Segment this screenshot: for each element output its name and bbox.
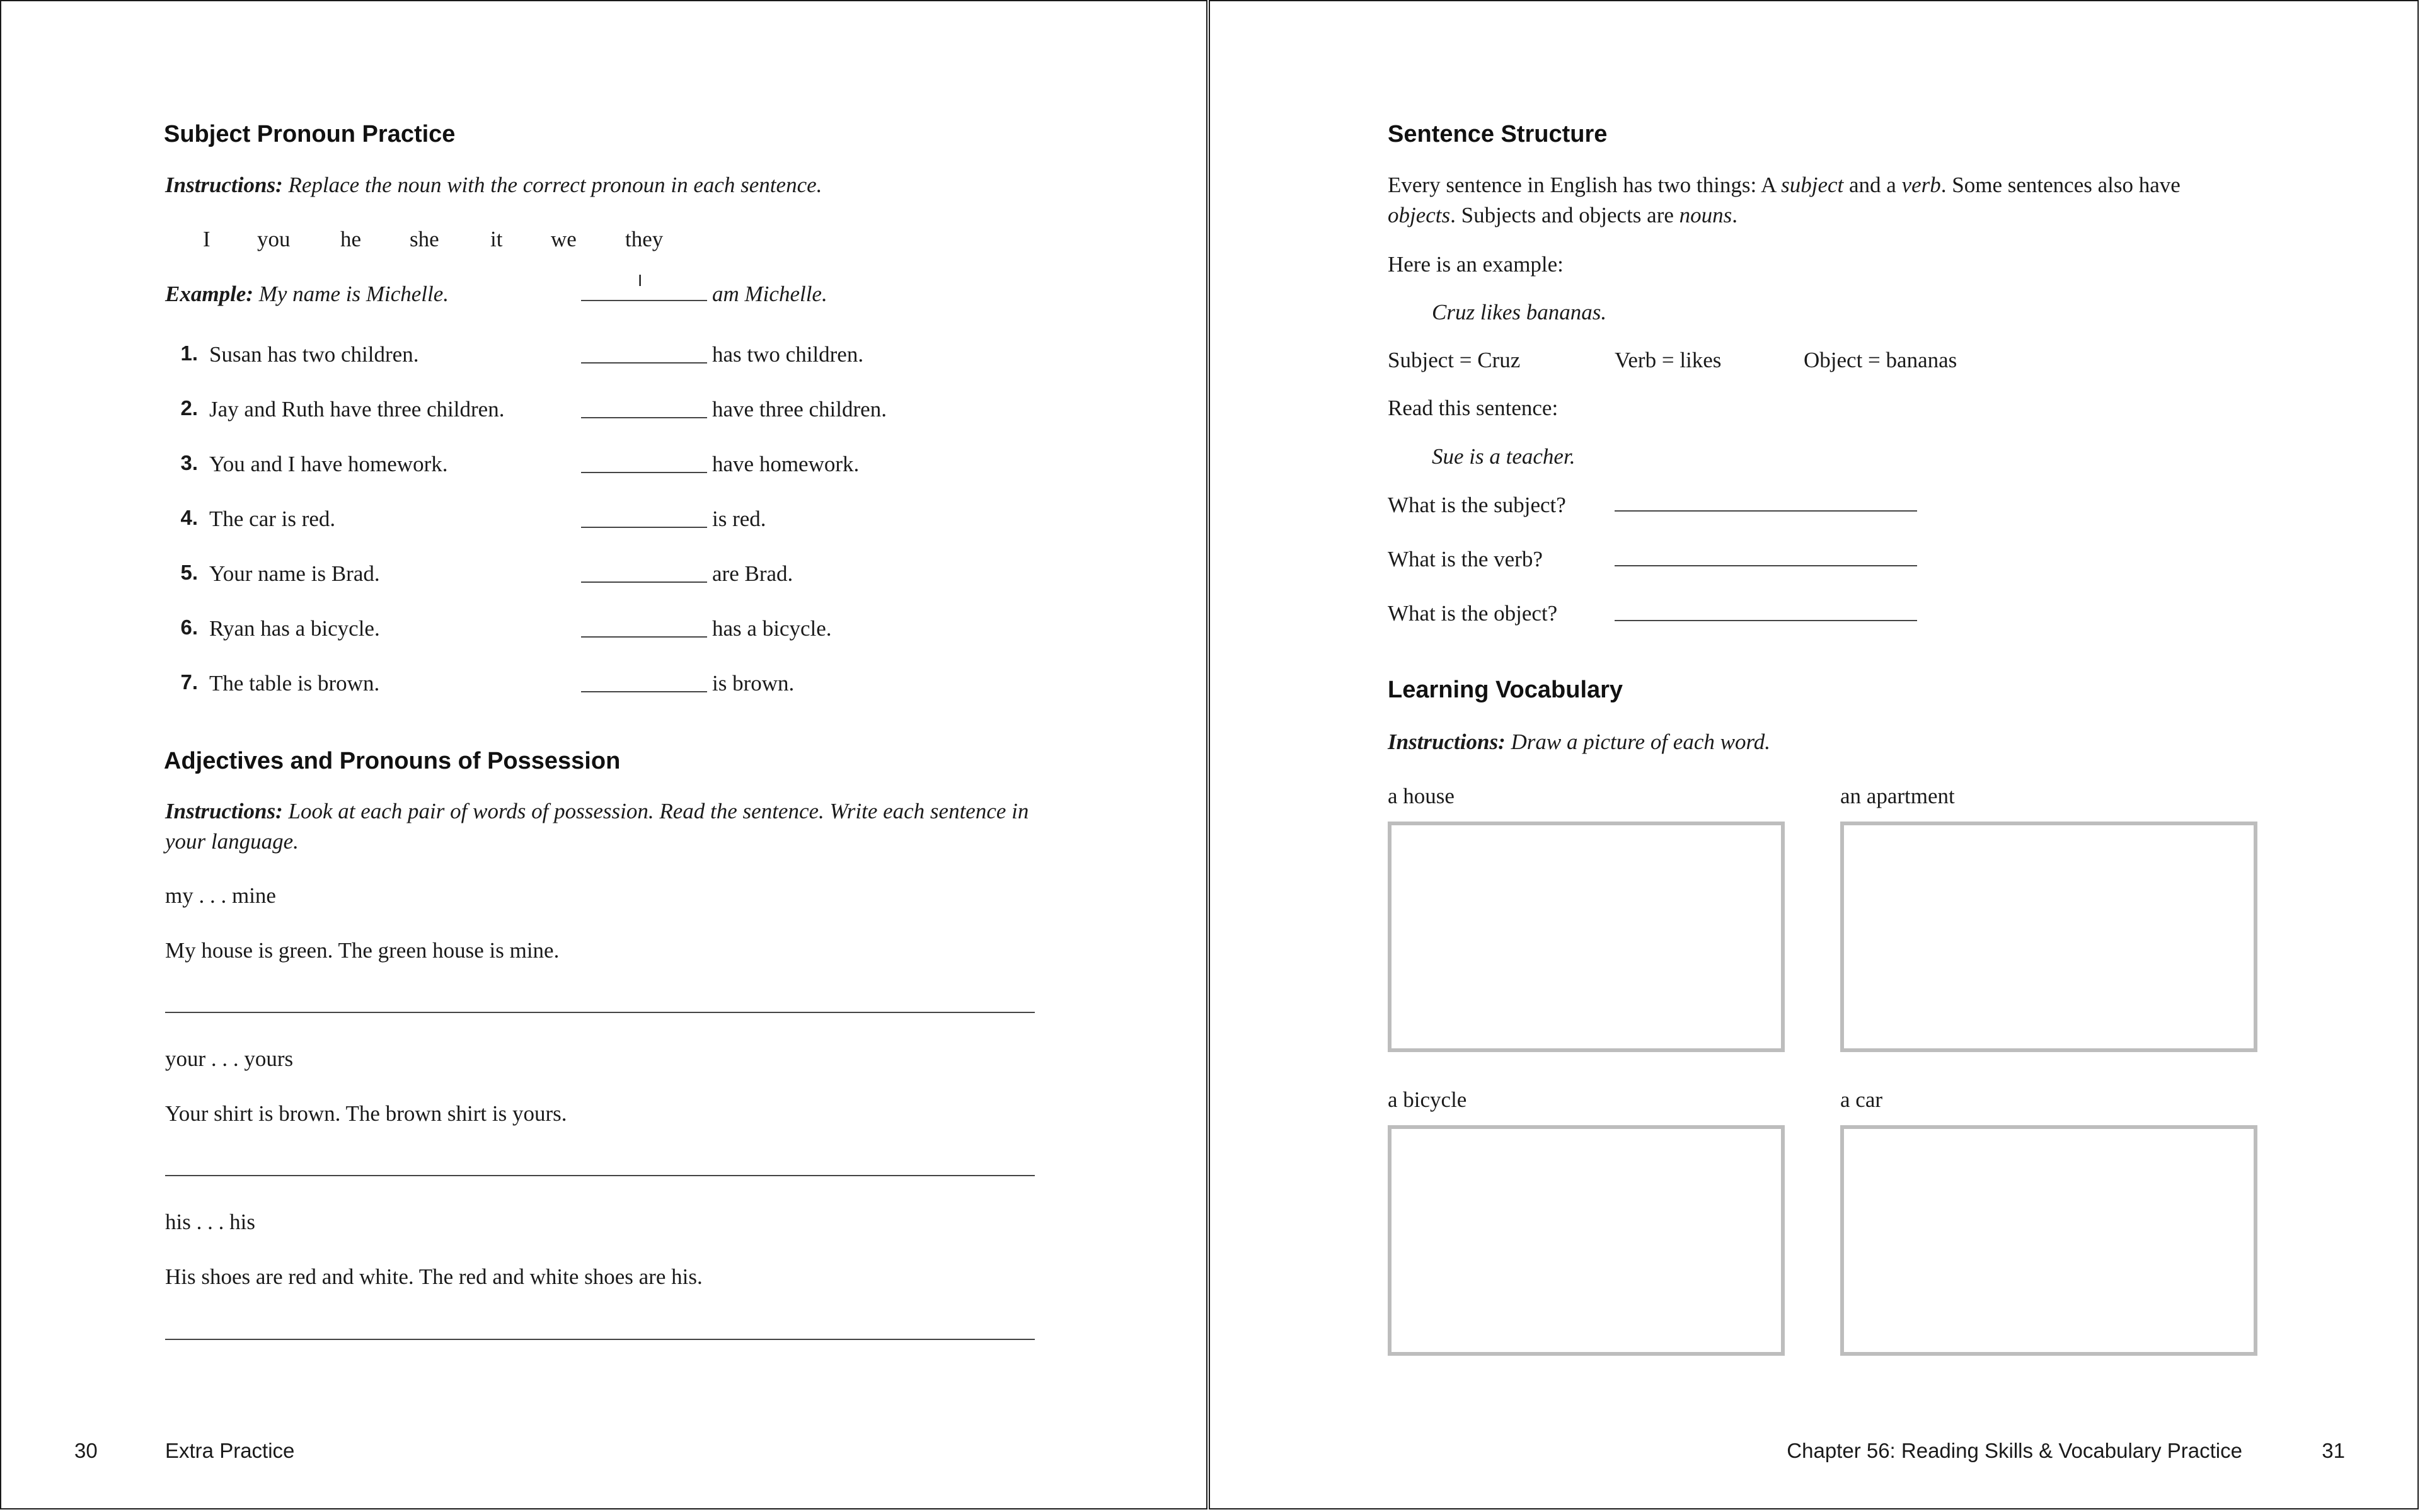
pronoun-word-bank-item: you	[257, 227, 291, 251]
right-page	[1209, 0, 2419, 1509]
possession-sentence: My house is green. The green house is mine.	[165, 938, 560, 963]
vocab-word-apartment: an apartment	[1840, 784, 1955, 808]
intro-text: and a	[1843, 173, 1902, 197]
pronoun-answer-blank[interactable]	[581, 527, 707, 528]
item-number: 3.	[180, 451, 198, 474]
pronoun-answer-blank[interactable]	[581, 636, 707, 638]
answer-line-object[interactable]	[1615, 620, 1917, 621]
drawing-box-bicycle[interactable]	[1388, 1125, 1785, 1356]
translation-write-line[interactable]	[165, 1012, 1035, 1013]
intro-term-subject: subject	[1781, 173, 1844, 197]
question-object: What is the object?	[1388, 601, 1558, 626]
item-sentence: Your name is Brad.	[209, 561, 380, 586]
example-sentence	[165, 279, 449, 309]
read-intro: Read this sentence:	[1388, 396, 1559, 420]
instructions-text: Draw a picture of each word.	[1511, 730, 1771, 754]
drawing-box-house[interactable]	[1388, 822, 1785, 1052]
answer-line-subject[interactable]	[1615, 510, 1917, 512]
item-completion: has two children.	[712, 342, 864, 367]
pronoun-word-bank-item: I	[203, 227, 210, 251]
intro-text: . Subjects and objects are	[1450, 203, 1680, 227]
example-label: Example:	[165, 282, 253, 306]
sentence-structure-title: Sentence Structure	[1388, 121, 1608, 147]
intro-text: .	[1732, 203, 1738, 227]
translation-write-line[interactable]	[165, 1175, 1035, 1176]
item-number: 6.	[180, 616, 198, 639]
example-completion: am Michelle.	[712, 282, 827, 306]
intro-text: . Some sentences also have	[1940, 173, 2181, 197]
vocab-word-house: a house	[1388, 784, 1455, 808]
example-intro: Here is an example:	[1388, 252, 1564, 277]
read-sentence: Sue is a teacher.	[1432, 444, 1576, 469]
instructions-text: Look at each pair of words of possession. Read the sentence. Write each sentence in your language.	[165, 799, 1029, 854]
footer-title: Extra Practice	[165, 1439, 295, 1462]
item-sentence: You and I have homework.	[209, 452, 448, 476]
drawing-box-car[interactable]	[1840, 1125, 2257, 1356]
item-completion: is red.	[712, 507, 766, 531]
pronoun-answer-blank[interactable]	[581, 362, 707, 364]
pronoun-answer-blank[interactable]	[581, 691, 707, 692]
example-text: My name is Michelle.	[258, 282, 449, 306]
pronoun-word-bank-item: it	[490, 227, 503, 251]
answer-line-verb[interactable]	[1615, 565, 1917, 566]
intro-text: Every sentence in English has two things: A	[1388, 173, 1782, 197]
vocabulary-title: Learning Vocabulary	[1388, 677, 1623, 703]
pronoun-word-bank-item: she	[410, 227, 439, 251]
possession-sentence: Your shirt is brown. The brown shirt is yours.	[165, 1101, 567, 1126]
example-sentence: Cruz likes bananas.	[1432, 300, 1607, 324]
possession-pair: your . . . yours	[165, 1046, 294, 1071]
vocab-word-car: a car	[1840, 1087, 1883, 1112]
vocab-word-bicycle: a bicycle	[1388, 1087, 1467, 1112]
item-completion: has a bicycle.	[712, 616, 832, 641]
item-number: 7.	[180, 670, 198, 694]
possession-pair: his . . . his	[165, 1210, 255, 1234]
intro-term-verb: verb	[1901, 173, 1941, 197]
item-sentence: The table is brown.	[209, 671, 380, 696]
intro-term-nouns: nouns	[1679, 203, 1732, 227]
page-number: 30	[74, 1439, 98, 1462]
item-completion: are Brad.	[712, 561, 793, 586]
vocabulary-instructions	[1388, 727, 1770, 757]
instructions-label: Instructions:	[165, 799, 283, 823]
item-completion: have three children.	[712, 397, 887, 421]
item-number: 1.	[180, 341, 198, 365]
subject-pronoun-instructions	[165, 170, 822, 200]
item-number: 5.	[180, 561, 198, 584]
page-number: 31	[2322, 1439, 2345, 1462]
subject-pronoun-title: Subject Pronoun Practice	[164, 121, 456, 147]
pronoun-answer-blank[interactable]	[581, 581, 707, 583]
pronoun-word-bank-item: we	[551, 227, 577, 251]
drawing-box-apartment[interactable]	[1840, 822, 2257, 1052]
pronoun-word-bank-item: they	[625, 227, 664, 251]
item-number: 2.	[180, 396, 198, 420]
possession-instructions	[165, 796, 1035, 857]
left-page	[0, 0, 1207, 1509]
instructions-label: Instructions:	[1388, 730, 1506, 754]
item-number: 4.	[180, 506, 198, 529]
question-subject: What is the subject?	[1388, 493, 1566, 517]
item-sentence: Ryan has a bicycle.	[209, 616, 380, 641]
footer-title: Chapter 56: Reading Skills & Vocabulary Practice	[1787, 1439, 2242, 1462]
possession-sentence: His shoes are red and white. The red and white shoes are his.	[165, 1264, 703, 1289]
pronoun-word-bank-item: he	[340, 227, 362, 251]
item-completion: is brown.	[712, 671, 795, 696]
item-sentence: The car is red.	[209, 507, 336, 531]
object-equation: Object = bananas	[1804, 348, 1957, 372]
subject-equation: Subject = Cruz	[1388, 348, 1521, 372]
example-answer-line	[581, 300, 707, 301]
instructions-text: Replace the noun with the correct pronoun in each sentence.	[288, 173, 822, 197]
verb-equation: Verb = likes	[1615, 348, 1722, 372]
pronoun-answer-blank[interactable]	[581, 417, 707, 418]
question-verb: What is the verb?	[1388, 547, 1543, 571]
item-sentence: Susan has two children.	[209, 342, 419, 367]
pronoun-answer-blank[interactable]	[581, 472, 707, 473]
translation-write-line[interactable]	[165, 1339, 1035, 1340]
sentence-structure-intro	[1388, 170, 2232, 231]
instructions-label: Instructions:	[165, 173, 283, 197]
intro-term-objects: objects	[1388, 203, 1451, 227]
possession-pair: my . . . mine	[165, 883, 276, 908]
item-sentence: Jay and Ruth have three children.	[209, 397, 505, 421]
example-answer: I	[638, 271, 643, 290]
possession-title: Adjectives and Pronouns of Possession	[164, 748, 621, 774]
item-completion: have homework.	[712, 452, 860, 476]
